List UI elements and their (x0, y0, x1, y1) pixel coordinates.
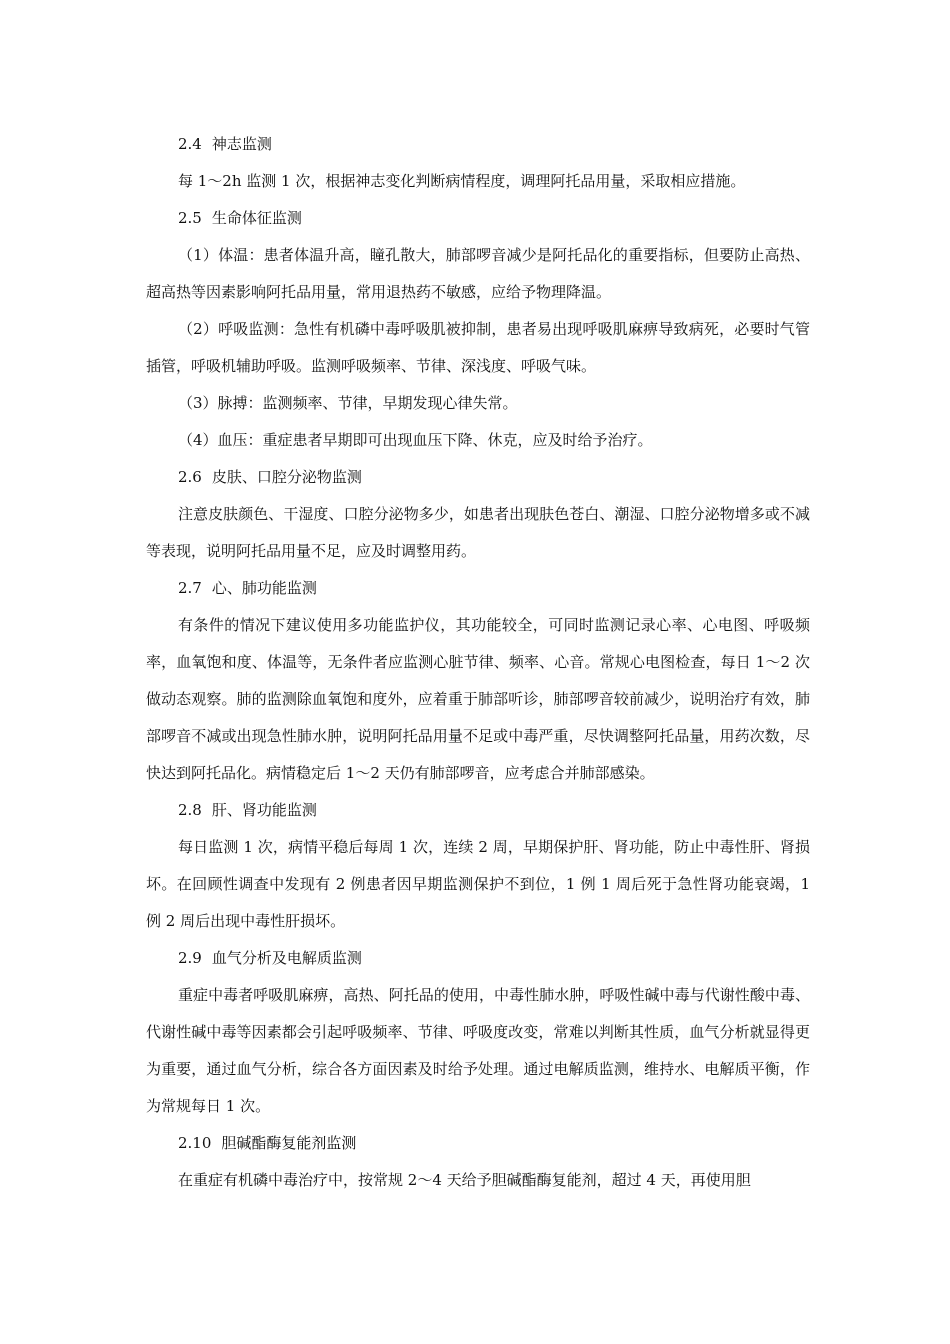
paragraph: （1）体温：患者体温升高，瞳孔散大，肺部啰音减少是阿托品化的重要指标，但要防止高热、超高热等因素影响阿托品用量，常用退热药不敏感，应给予物理降温。 (146, 246, 810, 301)
paragraph: 有条件的情况下建议使用多功能监护仪，其功能较全，可同时监测记录心率、心电图、呼吸频率，血氧饱和度、体温等，无条件者应监测心脏节律、频率、心音。常规心电图检查，每日 1～2 次做动态观察。肺的监测除血氧饱和度外，应着重于肺部听诊，肺部啰音较前减少，说明治疗有效，肺部啰音不减或出现急性肺水肿，说明阿托品用量不足或中毒严重，尽快调整阿托品量，用药次数，尽快达到阿托品化。病情稳定后 1～2 天仍有肺部啰音，应考虑合并肺部感染。 (146, 616, 810, 782)
paragraph: 在重症有机磷中毒治疗中，按常规 2～4 天给予胆碱酯酶复能剂，超过 4 天，再使用胆 (178, 1171, 751, 1189)
section-title: 血气分析及电解质监测 (211, 949, 362, 967)
section-2-10 (146, 1125, 810, 1199)
section-2-6 (146, 459, 810, 570)
section-title: 心、肺功能监测 (211, 579, 317, 597)
paragraph: 每日监测 1 次，病情平稳后每周 1 次，连续 2 周，早期保护肝、肾功能，防止中毒性肝、肾损坏。在回顾性调查中发现有 2 例患者因早期监测保护不到位，1 例 1 周后死于急性肾功能衰竭，1 例 2 周后出现中毒性肝损坏。 (146, 838, 810, 930)
section-2-7 (146, 570, 810, 792)
section-number: 2.4 (178, 135, 202, 153)
section-heading (146, 459, 810, 496)
paragraph: 注意皮肤颜色、干湿度、口腔分泌物多少，如患者出现肤色苍白、潮湿、口腔分泌物增多或不减等表现，说明阿托品用量不足，应及时调整用药。 (146, 505, 810, 560)
document-page (146, 126, 810, 1199)
section-title: 肝、肾功能监测 (211, 801, 317, 819)
section-title: 胆碱酯酶复能剂监测 (221, 1134, 357, 1152)
section-2-5 (146, 200, 810, 459)
section-number: 2.6 (178, 468, 202, 486)
paragraph: （3）脉搏：监测频率、节律，早期发现心律失常。 (178, 394, 518, 412)
section-number: 2.10 (178, 1134, 212, 1152)
section-heading (146, 940, 810, 977)
section-title: 神志监测 (211, 135, 272, 153)
paragraph: 重症中毒者呼吸肌麻痹，高热、阿托品的使用，中毒性肺水肿，呼吸性碱中毒与代谢性酸中毒、代谢性碱中毒等因素都会引起呼吸频率、节律、呼吸度改变，常难以判断其性质，血气分析就显得更为重要，通过血气分析，综合各方面因素及时给予处理。通过电解质监测，维持水、电解质平衡，作为常规每日 1 次。 (146, 986, 810, 1115)
section-heading (146, 126, 810, 163)
section-2-9 (146, 940, 810, 1125)
paragraph: 每 1～2h 监测 1 次，根据神志变化判断病情程度，调理阿托品用量，采取相应措施。 (178, 172, 746, 190)
section-number: 2.5 (178, 209, 202, 227)
section-title: 生命体征监测 (211, 209, 302, 227)
section-heading (146, 792, 810, 829)
section-2-8 (146, 792, 810, 940)
section-title: 皮肤、口腔分泌物监测 (211, 468, 362, 486)
section-heading (146, 570, 810, 607)
paragraph: （4）血压：重症患者早期即可出现血压下降、休克，应及时给予治疗。 (178, 431, 653, 449)
section-number: 2.7 (178, 579, 202, 597)
paragraph: （2）呼吸监测：急性有机磷中毒呼吸肌被抑制，患者易出现呼吸肌麻痹导致病死，必要时气管插管，呼吸机辅助呼吸。监测呼吸频率、节律、深浅度、呼吸气味。 (146, 320, 810, 375)
section-number: 2.8 (178, 801, 202, 819)
section-heading (146, 200, 810, 237)
section-heading (146, 1125, 810, 1162)
section-2-4 (146, 126, 810, 200)
section-number: 2.9 (178, 949, 202, 967)
